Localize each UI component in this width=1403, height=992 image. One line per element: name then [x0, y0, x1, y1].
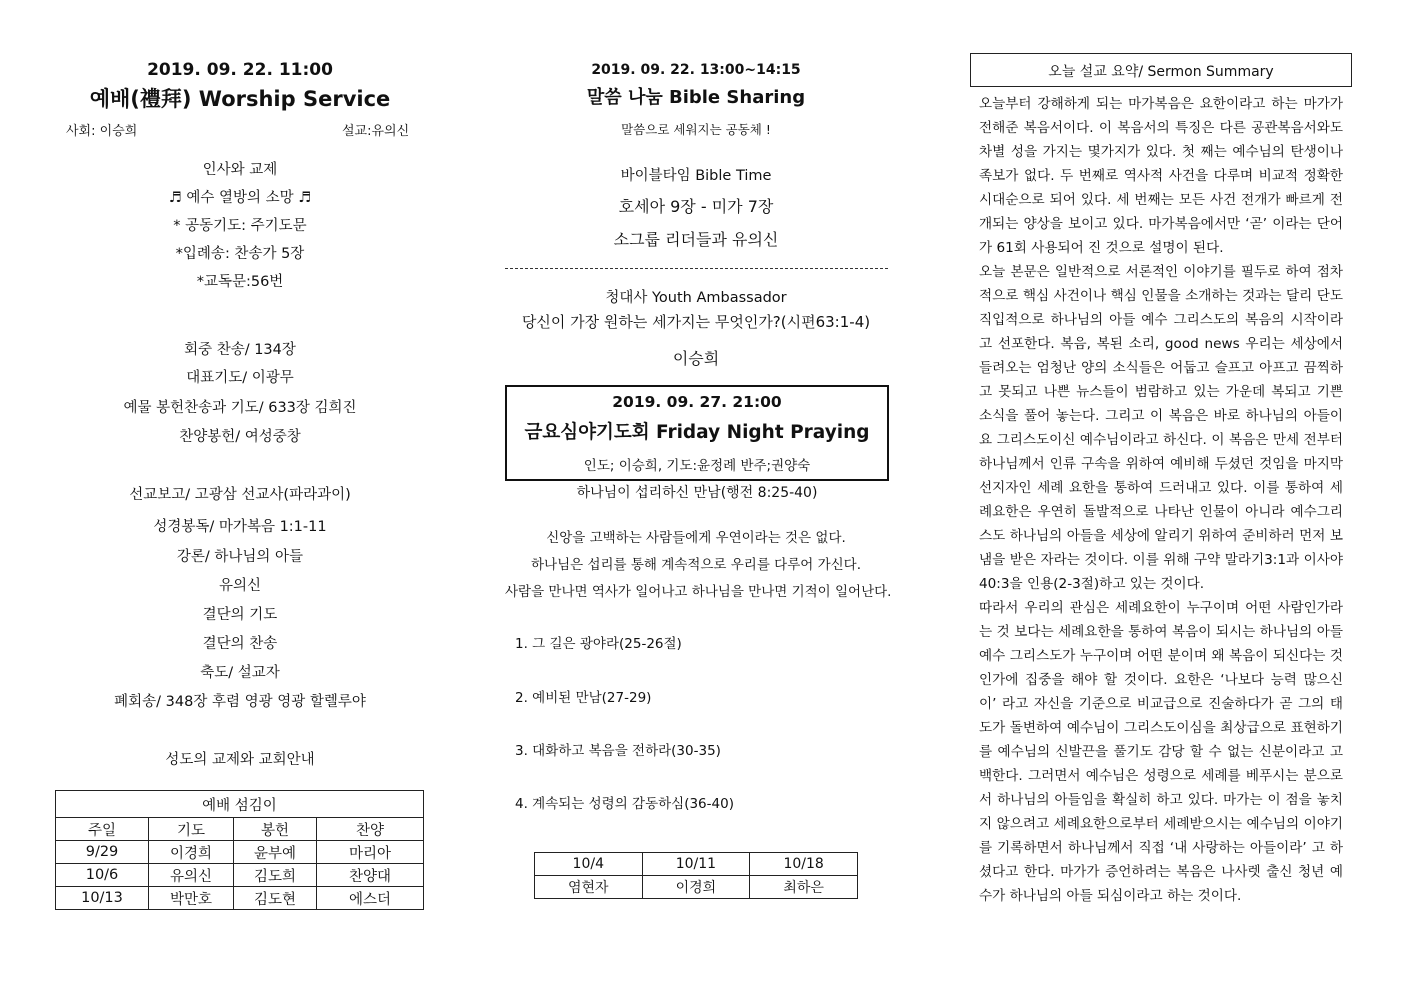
order-item: 유의신: [218, 578, 262, 594]
worship-leader: 사회: 이승희: [66, 124, 138, 139]
order-item: 대표기도/ 이광무: [186, 370, 294, 386]
sermon-point: 1. 그 길은 광야라(25-26절): [515, 636, 682, 652]
friday-date: 2019. 09. 27. 21:00: [612, 393, 782, 411]
table-cell: 박만호: [149, 887, 234, 910]
order-item: 결단의 기도: [202, 607, 278, 623]
summary-body: [979, 92, 1343, 908]
table-cell: 10/6: [56, 864, 149, 887]
order-item: *입례송: 찬송가 5장: [175, 246, 305, 262]
friday-message-title: 하나님이 섭리하신 만남(행전 8:25-40): [576, 485, 818, 501]
summary-paragraph: 따라서 우리의 관심은 세례요한이 누구이며 어떤 사람인가라는 것 보다는 세례요한을 통하여 복음이 되시는 하나님의 아들 예수 그리스도가 누구이며 어떤 분이며 왜 복음이 되신다는 것인가에 집중을 해야 할 것이다. 요한은 ‘나보다 능력 많으신 이’ 라고 자신을 기준으로 비교급으로 진술하다가 곧 그의 태도가 돌변하여 예수님이 그리스도이심을 최상급으로 표현하기를 예수님의 신발끈을 풀기도 감당 할 수 없는 신분이라고 고백한다. 그러면서 예수님은 성령으로 세례를 베푸시는 분으로서 하나님의 아들임을 확실히 하고 있다. 마가는 이 점을 놓치지 않으려고 세례요한으로부터 세례받으시는 예수님의 이야기를 기록하면서 하나님께서 직접 ‘내 사랑하는 아들이라’ 고 하셨다고 한다. 마가가 증언하려는 복음은 나사렛 출신 청년 예수가 하나님의 아들 되심이라고 하는 것이다.: [979, 600, 1343, 904]
summary-title: 오늘 설교 요약/ Sermon Summary: [1048, 64, 1274, 80]
intro-line: 신앙을 고백하는 사람들에게 우연이라는 것은 없다.: [546, 530, 846, 546]
table-cell: 유의신: [149, 864, 234, 887]
sharing-subtitle: 말씀으로 세워지는 공동체 !: [621, 122, 771, 137]
order-item: 폐회송/ 348장 후렴 영광 영광 할렐루야: [114, 694, 366, 710]
table-row: [56, 841, 424, 864]
order-item: 강론/ 하나님의 아들: [176, 549, 304, 565]
youth-label: 청대사 Youth Ambassador: [605, 290, 787, 306]
worship-preacher: 설교:유의신: [342, 124, 410, 139]
church-notice-heading: 성도의 교제와 교회안내: [165, 752, 315, 768]
table-cell: 10/13: [56, 887, 149, 910]
table-cell: 이경희: [642, 876, 750, 899]
table-cell: 윤부예: [234, 841, 317, 864]
table-cell: 에스더: [317, 887, 424, 910]
order-item: *교독문:56번: [196, 274, 284, 290]
bible-time-label: 바이블타임 Bible Time: [620, 168, 772, 184]
sharing-date: 2019. 09. 22. 13:00~14:15: [591, 62, 801, 78]
youth-question: 당신이 가장 원하는 세가지는 무엇인가?(시편63:1-4): [521, 313, 871, 331]
order-item: 성경봉독/ 마가복음 1:1-11: [153, 519, 327, 535]
order-item: 선교보고/ 고광삼 선교사(파라과이): [129, 487, 351, 503]
serve-table: [55, 790, 424, 910]
serve-table-header: 주일: [56, 818, 149, 841]
worship-date: 2019. 09. 22. 11:00: [147, 60, 333, 80]
table-cell: 최하은: [750, 876, 858, 899]
table-cell: 10/18: [750, 853, 858, 876]
friday-title: 금요심야기도회 Friday Night Praying: [524, 422, 870, 443]
sermon-point: 3. 대화하고 복음을 전하라(30-35): [515, 743, 721, 759]
table-cell: 9/29: [56, 841, 149, 864]
serve-table-header: 봉헌: [234, 818, 317, 841]
summary-paragraph: 오늘 본문은 일반적으로 서론적인 이야기를 필두로 하여 점차적으로 핵심 사건이나 핵심 인물을 소개하는 것과는 달리 단도직입적으로 하나님의 아들 예수 그리스도의 복음의 시작이라 고 선포한다. 복음, 복된 소리, good news 우리는 세상에서 들려오는 엄청난 양의 소식들은 어둡고 슬프고 아프고 끔찍하고 못되고 나쁜 뉴스들이 범람하고 있는 가운데 복되고 기쁜 소식을 풀어 놓는다. 그리고 이 복음은 바로 하나님의 아들이요 그리스도이신 예수님이라고 하신다. 이 복음은 만세 전부터 하나님께서 인류 구속을 위하여 예비해 두셨던 것임을 마지막 선지자인 세례 요한을 통하여 드러내고 있다. 이를 통하여 세례요한은 우연히 돌발적으로 나타난 인물이 아니라 예수그리스도 하나님의 아들을 세상에 알리기 위하여 준비하러 먼저 보냄을 받은 자라는 것이다. 이를 위해 구약 말라기3:1과 이사야40:3을 인용(2-3절)하고 있는 것이다.: [979, 264, 1343, 592]
sharing-title: 말씀 나눔 Bible Sharing: [586, 87, 806, 108]
table-cell: 이경희: [149, 841, 234, 864]
table-cell: 김도현: [234, 887, 317, 910]
bible-leaders: 소그룹 리더들과 유의신: [613, 230, 779, 249]
summary-paragraph: 오늘부터 강해하게 되는 마가복음은 요한이라고 하는 마가가 전해준 복음서이다. 이 복음서의 특징은 다른 공관복음서와도 차별 성을 가지는 몇가지가 있다. 첫 째는 예수님의 탄생이나 족보가 없다. 두 번째로 역사적 사건을 다루며 비교적 정확한 시대순으로 되어 있다. 세 번째는 모든 사건 전개가 빠르게 전개되는 양상을 보이고 있다. 마가복음에서만 ‘곧’ 이라는 단어가 61회 사용되어 진 것으로 설명이 된다.: [979, 96, 1343, 256]
section-divider: [505, 268, 888, 269]
sermon-point: 4. 계속되는 성령의 감동하심(36-40): [515, 796, 734, 812]
order-item: 찬양봉헌/ 여성중창: [179, 429, 301, 445]
order-item: 회중 찬송/ 134장: [184, 342, 296, 358]
order-item: 결단의 찬송: [202, 636, 278, 652]
table-cell: 염현자: [535, 876, 643, 899]
order-item: * 공동기도: 주기도문: [173, 218, 307, 234]
table-cell: 김도희: [234, 864, 317, 887]
bible-range: 호세아 9장 - 미가 7장: [618, 197, 774, 216]
serve-table-header: 기도: [149, 818, 234, 841]
table-row: [56, 864, 424, 887]
order-item: ♬ 예수 열방의 소망 ♬: [168, 190, 312, 206]
table-row: [56, 887, 424, 910]
table-cell: 마리아: [317, 841, 424, 864]
table-row: [535, 853, 858, 876]
friday-schedule-table: [534, 852, 858, 899]
order-item: 인사와 교제: [202, 162, 278, 178]
youth-speaker: 이승희: [672, 349, 720, 368]
friday-roles: 인도; 이승희, 기도:윤정례 반주;권양숙: [583, 458, 811, 474]
intro-line: 사람을 만나면 역사가 일어나고 하나님을 만나면 기적이 일어난다.: [505, 584, 892, 600]
table-cell: 10/11: [642, 853, 750, 876]
sermon-point: 2. 예비된 만남(27-29): [515, 690, 652, 706]
order-item: 예물 봉헌찬송과 기도/ 633장 김희진: [123, 400, 357, 416]
order-item: 축도/ 설교자: [200, 665, 280, 681]
table-cell: 10/4: [535, 853, 643, 876]
serve-table-caption: 예배 섬김이: [56, 791, 424, 818]
worship-title: 예배(禮拜) Worship Service: [89, 87, 391, 111]
table-cell: 찬양대: [317, 864, 424, 887]
intro-line: 하나님은 섭리를 통해 계속적으로 우리를 다루어 가신다.: [531, 557, 861, 573]
serve-table-header: 찬양: [317, 818, 424, 841]
table-row: [535, 876, 858, 899]
